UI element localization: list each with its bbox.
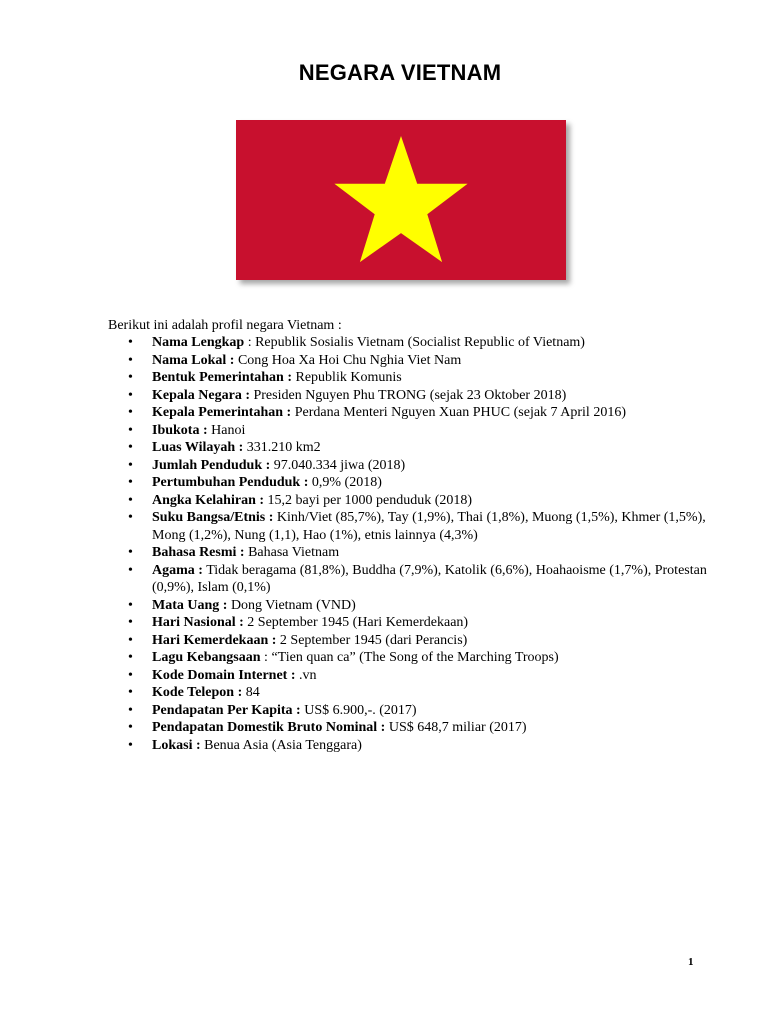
vietnam-flag [236, 120, 566, 280]
item-key: Luas Wilayah : [152, 440, 244, 455]
item-value: Benua Asia (Asia Tenggara) [204, 737, 362, 753]
bullet-icon: • [128, 422, 133, 438]
list-item [128, 457, 708, 475]
item-key: Kepala Pemerintahan : [152, 405, 292, 420]
list-item [128, 509, 708, 544]
item-key: Ibukota : [152, 422, 208, 438]
bullet-icon: • [128, 737, 133, 753]
item-value: 331.210 km2 [246, 440, 321, 455]
list-item [128, 737, 708, 755]
item-separator: : [244, 335, 256, 350]
item-key: Jumlah Penduduk : [152, 457, 271, 473]
bullet-icon: • [128, 457, 133, 473]
item-key: Kepala Negara : [152, 387, 250, 403]
list-item [128, 439, 708, 457]
page-title: NEGARA VIETNAM [298, 60, 502, 85]
item-value: 84 [245, 685, 260, 700]
item-key: Pendapatan Domestik Bruto Nominal : [152, 720, 386, 735]
bullet-icon: • [128, 387, 133, 403]
item-key: Angka Kelahiran : [152, 492, 265, 508]
list-item [128, 492, 708, 510]
bullet-icon: • [128, 720, 133, 735]
item-value: 97.040.334 jiwa (2018) [273, 457, 406, 473]
item-value: 0,9% (2018) [311, 475, 382, 490]
bullet-icon: • [128, 440, 133, 455]
item-value: Republik Komunis [295, 370, 402, 385]
list-item [128, 632, 708, 650]
item-value: 2 September 1945 (Hari Kemerdekaan) [247, 615, 469, 630]
list-item [128, 369, 708, 387]
bullet-icon: • [128, 702, 133, 718]
bullet-icon: • [128, 510, 133, 525]
item-key: Kode Domain Internet : [152, 667, 296, 683]
bullet-icon: • [128, 667, 133, 683]
item-key: Lokasi : [152, 737, 201, 753]
list-item [128, 544, 708, 562]
item-value: Perdana Menteri Nguyen Xuan PHUC (sejak 7 April 2016) [294, 405, 626, 420]
list-item [128, 667, 708, 685]
list-item [128, 387, 708, 405]
bullet-icon: • [128, 405, 133, 420]
list-item [128, 684, 708, 702]
bullet-icon: • [128, 632, 133, 648]
list-item [128, 719, 708, 737]
item-key: Hari Nasional : [152, 615, 244, 630]
bullet-icon: • [128, 562, 133, 578]
bullet-icon: • [128, 545, 133, 560]
list-item [128, 474, 708, 492]
item-value: US$ 6.900,-. (2017) [304, 702, 417, 718]
item-key: Bahasa Resmi : [152, 545, 245, 560]
list-item [128, 404, 708, 422]
list-item [128, 597, 708, 615]
item-separator: : [260, 650, 272, 665]
bullet-icon: • [128, 597, 133, 613]
item-value: Presiden Nguyen Phu TRONG (sejak 23 Oktober 2018) [253, 387, 567, 403]
list-item [128, 352, 708, 370]
item-value: 15,2 bayi per 1000 penduduk (2018) [267, 492, 473, 508]
item-value: .vn [299, 667, 317, 683]
list-item [128, 702, 708, 720]
item-key: Nama Lokal : [152, 352, 235, 368]
list-item [128, 562, 708, 597]
intro-text: Berikut ini adalah profil negara Vietnam : [108, 318, 342, 333]
bullet-icon: • [128, 335, 133, 350]
list-item [128, 334, 708, 352]
item-key: Suku Bangsa/Etnis : [152, 510, 274, 525]
item-value: Dong Vietnam (VND) [230, 597, 356, 613]
flag-image [236, 120, 566, 280]
item-value: 2 September 1945 (dari Perancis) [279, 632, 468, 648]
profile-list [128, 334, 708, 754]
list-item [128, 614, 708, 632]
item-key: Hari Kemerdekaan : [152, 632, 277, 648]
item-key: Pendapatan Per Kapita : [152, 702, 301, 718]
bullet-icon: • [128, 352, 133, 368]
list-item [128, 649, 708, 667]
item-key: Bentuk Pemerintahan : [152, 370, 292, 385]
item-value: Tidak beragama (81,8%), Buddha (7,9%), Katolik (6,6%), Hoahaoisme (1,7%), Protestan (0,9%), Islam (0,1%) [152, 562, 707, 595]
item-key: Lagu Kebangsaan [152, 650, 261, 665]
item-value: Kinh/Viet (85,7%), Tay (1,9%), Thai (1,8%), Muong (1,5%), Khmer (1,5%), Mong (1,2%), Nung (1,1), Hao (1%), etnis lainnya (4,3%) [152, 510, 706, 543]
bullet-icon: • [128, 370, 133, 385]
item-value: US$ 648,7 miliar (2017) [388, 720, 527, 735]
item-value: “Tien quan ca” (The Song of the Marching Troops) [271, 650, 559, 665]
item-key: Kode Telepon : [152, 685, 243, 700]
item-value: Hanoi [211, 422, 246, 438]
bullet-icon: • [128, 615, 133, 630]
bullet-icon: • [128, 492, 133, 508]
item-value: Bahasa Vietnam [248, 545, 340, 560]
bullet-icon: • [128, 650, 133, 665]
item-key: Nama Lengkap [152, 335, 245, 350]
page-number: 1 [688, 956, 694, 968]
item-key: Mata Uang : [152, 597, 228, 613]
list-item [128, 422, 708, 440]
item-value: Cong Hoa Xa Hoi Chu Nghia Viet Nam [237, 352, 462, 368]
bullet-icon: • [128, 475, 133, 490]
bullet-icon: • [128, 685, 133, 700]
item-value: Republik Sosialis Vietnam (Socialist Republic of Vietnam) [255, 335, 585, 350]
item-key: Pertumbuhan Penduduk : [152, 475, 309, 490]
item-key: Agama : [152, 562, 203, 578]
